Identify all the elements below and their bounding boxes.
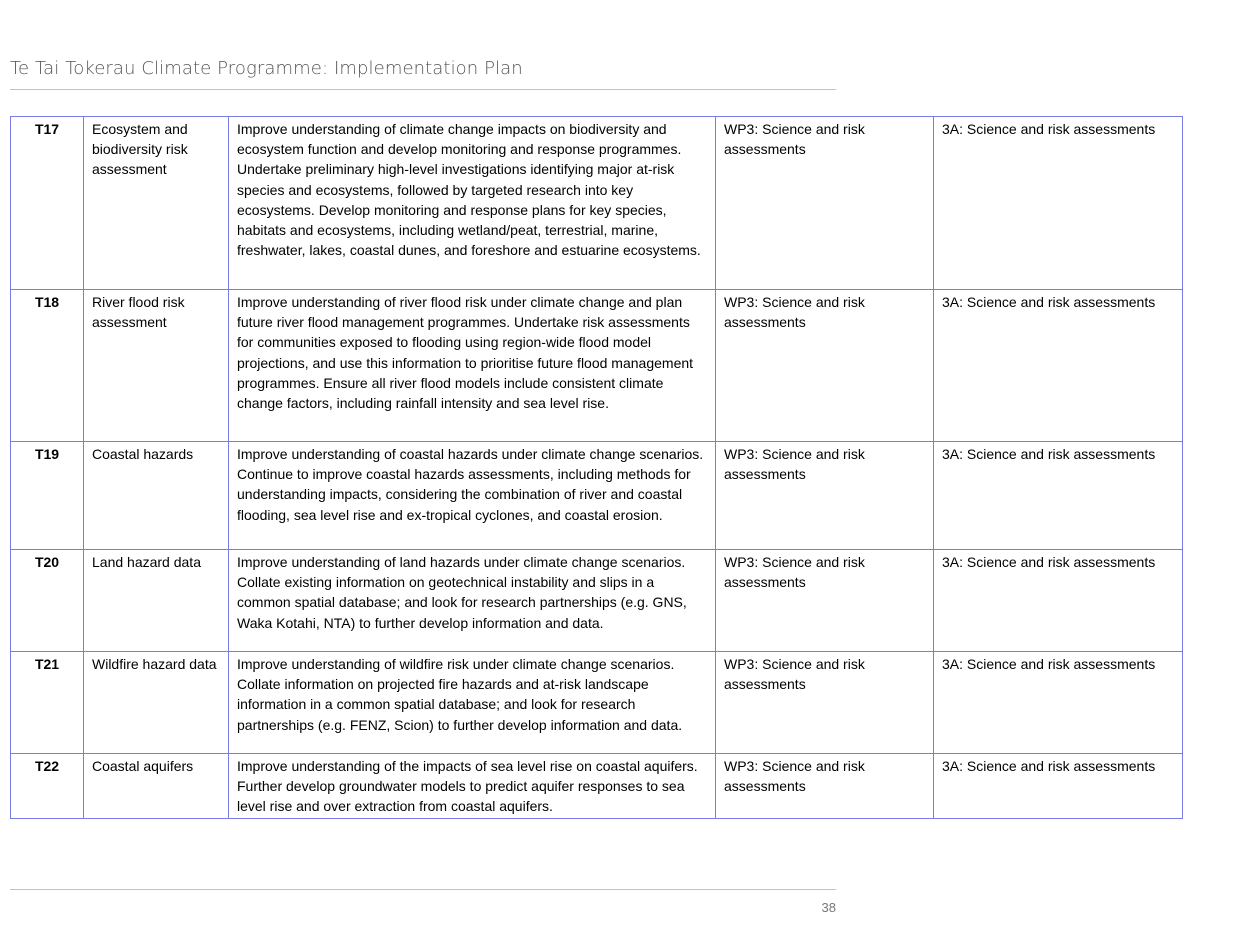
action-area: 3A: Science and risk assessments (934, 550, 1183, 652)
action-id: T17 (11, 117, 84, 290)
table-row (11, 652, 1183, 754)
page-number: 38 (821, 900, 836, 915)
action-id: T21 (11, 652, 84, 754)
action-area: 3A: Science and risk assessments (934, 652, 1183, 754)
action-id: T20 (11, 550, 84, 652)
action-id: T22 (11, 754, 84, 819)
table-row (11, 442, 1183, 550)
action-description: Improve understanding of coastal hazards under climate change scenarios. Continue to improve coastal hazards assessments, including methods for understanding impacts, considering the combination of river and coastal flooding, sea level rise and ex-tropical cyclones, and coastal erosion. (229, 442, 716, 550)
action-description: Improve understanding of river flood risk under climate change and plan future river flood management programmes. Undertake risk assessments for communities exposed to flooding using region-wide flood model projections, and use this information to prioritise future flood management programmes. Ensure all river flood models include consistent climate change factors, including rainfall intensity and sea level rise. (229, 290, 716, 442)
action-area: 3A: Science and risk assessments (934, 117, 1183, 290)
work-programme: WP3: Science and risk assessments (716, 442, 934, 550)
work-programme: WP3: Science and risk assessments (716, 290, 934, 442)
page-header-title: Te Tai Tokerau Climate Programme: Implementation Plan (10, 58, 523, 79)
action-name: Land hazard data (84, 550, 229, 652)
action-id: T19 (11, 442, 84, 550)
work-programme: WP3: Science and risk assessments (716, 652, 934, 754)
action-id: T18 (11, 290, 84, 442)
work-programme: WP3: Science and risk assessments (716, 117, 934, 290)
action-description: Improve understanding of wildfire risk under climate change scenarios. Collate information on projected fire hazards and at-risk landscape information in a common spatial database; and look for research partnerships (e.g. FENZ, Scion) to further develop information and data. (229, 652, 716, 754)
header-divider (10, 89, 836, 90)
action-name: River flood risk assessment (84, 290, 229, 442)
action-name: Wildfire hazard data (84, 652, 229, 754)
action-description: Improve understanding of land hazards under climate change scenarios. Collate existing information on geotechnical instability and slips in a common spatial database; and look for research partnerships (e.g. GNS, Waka Kotahi, NTA) to further develop information and data. (229, 550, 716, 652)
action-area: 3A: Science and risk assessments (934, 754, 1183, 819)
implementation-table (10, 116, 1183, 819)
work-programme: WP3: Science and risk assessments (716, 754, 934, 819)
work-programme: WP3: Science and risk assessments (716, 550, 934, 652)
table-row (11, 550, 1183, 652)
action-description: Improve understanding of climate change impacts on biodiversity and ecosystem function and develop monitoring and response programmes. Undertake preliminary high-level investigations identifying major at-risk species and ecosystems, followed by targeted research into key ecosystems. Develop monitoring and response plans for key species, habitats and ecosystems, including wetland/peat, terrestrial, marine, freshwater, lakes, coastal dunes, and foreshore and estuarine ecosystems. (229, 117, 716, 290)
table-row (11, 754, 1183, 819)
action-name: Coastal hazards (84, 442, 229, 550)
table-row (11, 117, 1183, 290)
action-area: 3A: Science and risk assessments (934, 442, 1183, 550)
action-name: Ecosystem and biodiversity risk assessment (84, 117, 229, 290)
action-area: 3A: Science and risk assessments (934, 290, 1183, 442)
action-name: Coastal aquifers (84, 754, 229, 819)
footer-divider (10, 889, 836, 890)
action-description: Improve understanding of the impacts of sea level rise on coastal aquifers. Further develop groundwater models to predict aquifer responses to sea level rise and over extraction from coastal aquifers. (229, 754, 716, 819)
table-row (11, 290, 1183, 442)
